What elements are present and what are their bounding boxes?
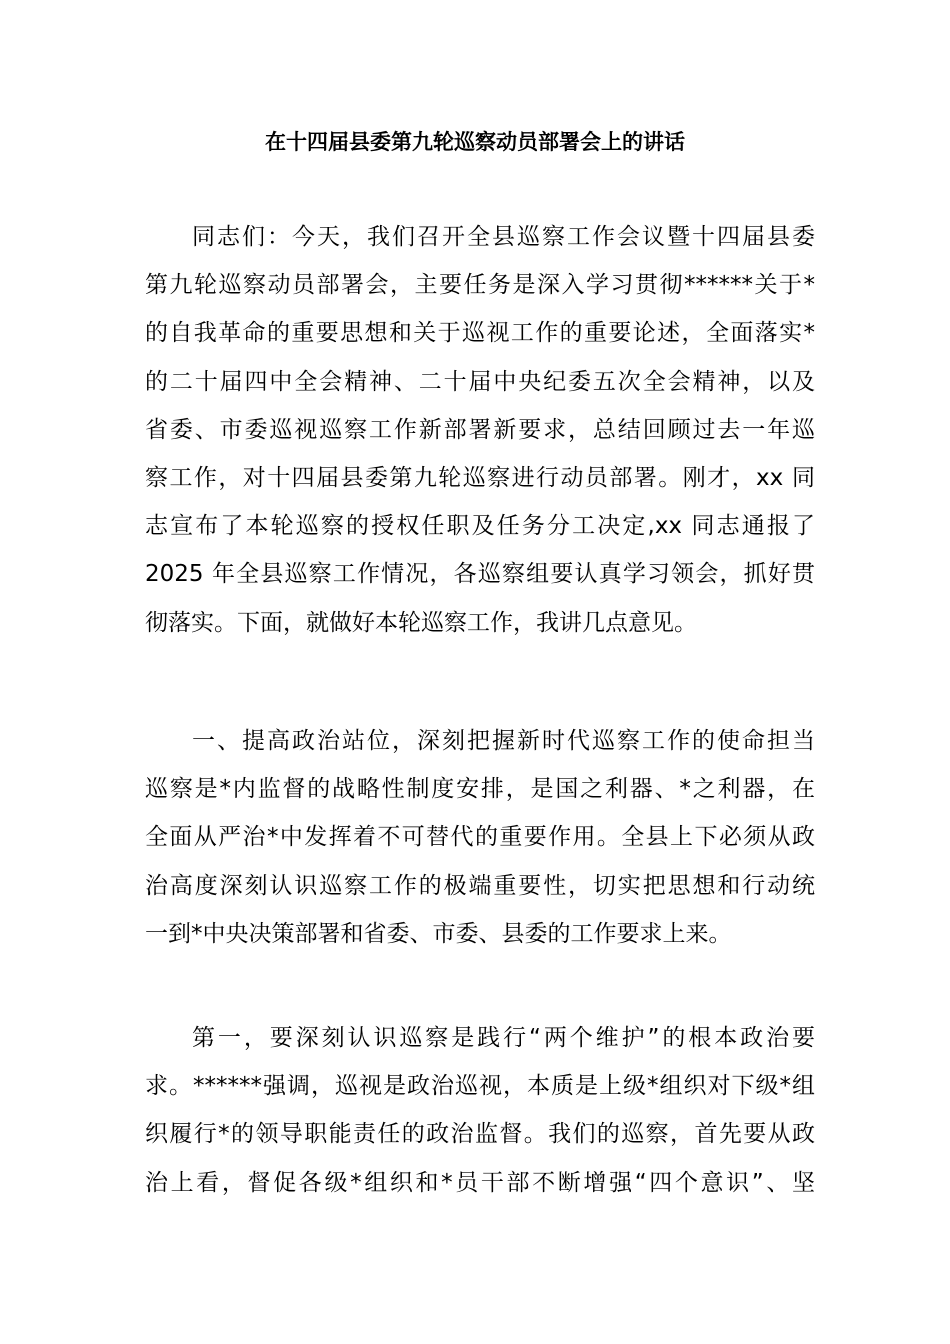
section-heading: 一、提高政治站位，深刻把握新时代巡察工作的使命担当 [192, 728, 815, 754]
text-line: 2025 年全县巡察工作情况，各巡察组要认真学习领会，抓好贯 [145, 561, 815, 588]
text-line: 的二十届四中全会精神、二十届中央纪委五次全会精神，以及 [145, 368, 815, 395]
text-line: 志宣布了本轮巡察的授权任职及任务分工决定,xx 同志通报了 [145, 513, 815, 540]
text-line: 治高度深刻认识巡察工作的极端重要性，切实把思想和行动统 [145, 872, 815, 899]
document-title: 在十四届县委第九轮巡察动员部署会上的讲话 [265, 130, 685, 154]
text-line: 织履行*的领导职能责任的政治监督。我们的巡察，首先要从政 [145, 1121, 815, 1148]
paragraph-opening [145, 213, 815, 647]
text-line: 省委、市委巡视巡察工作新部署新要求，总结回顾过去一年巡 [145, 416, 815, 443]
text-line: 求。******强调，巡视是政治巡视，本质是上级*组织对下级*组 [145, 1073, 815, 1100]
text-line: 同志们：今天，我们召开全县巡察工作会议暨十四届县委 [192, 224, 815, 250]
paragraph-point-first [145, 1014, 815, 1207]
text-line: 察工作，对十四届县委第九轮巡察进行动员部署。刚才，xx 同 [145, 464, 815, 491]
text-line: 巡察是*内监督的战略性制度安排，是国之利器、*之利器，在 [145, 776, 815, 803]
text-line: 治上看，督促各级*组织和*员干部不断增强“四个意识”、坚 [145, 1169, 815, 1196]
text-line: 全面从严治*中发挥着不可替代的重要作用。全县上下必须从政 [145, 824, 815, 851]
text-line: 第九轮巡察动员部署会，主要任务是深入学习贯彻******关于* [145, 272, 815, 299]
text-line: 第一，要深刻认识巡察是践行“两个维护”的根本政治要 [192, 1025, 815, 1051]
paragraph-section-one [145, 717, 815, 958]
text-line: 一到*中央决策部署和省委、市委、县委的工作要求上来。 [145, 920, 732, 947]
text-line: 的自我革命的重要思想和关于巡视工作的重要论述，全面落实* [145, 320, 815, 347]
text-line: 彻落实。下面，就做好本轮巡察工作，我讲几点意见。 [145, 609, 697, 636]
